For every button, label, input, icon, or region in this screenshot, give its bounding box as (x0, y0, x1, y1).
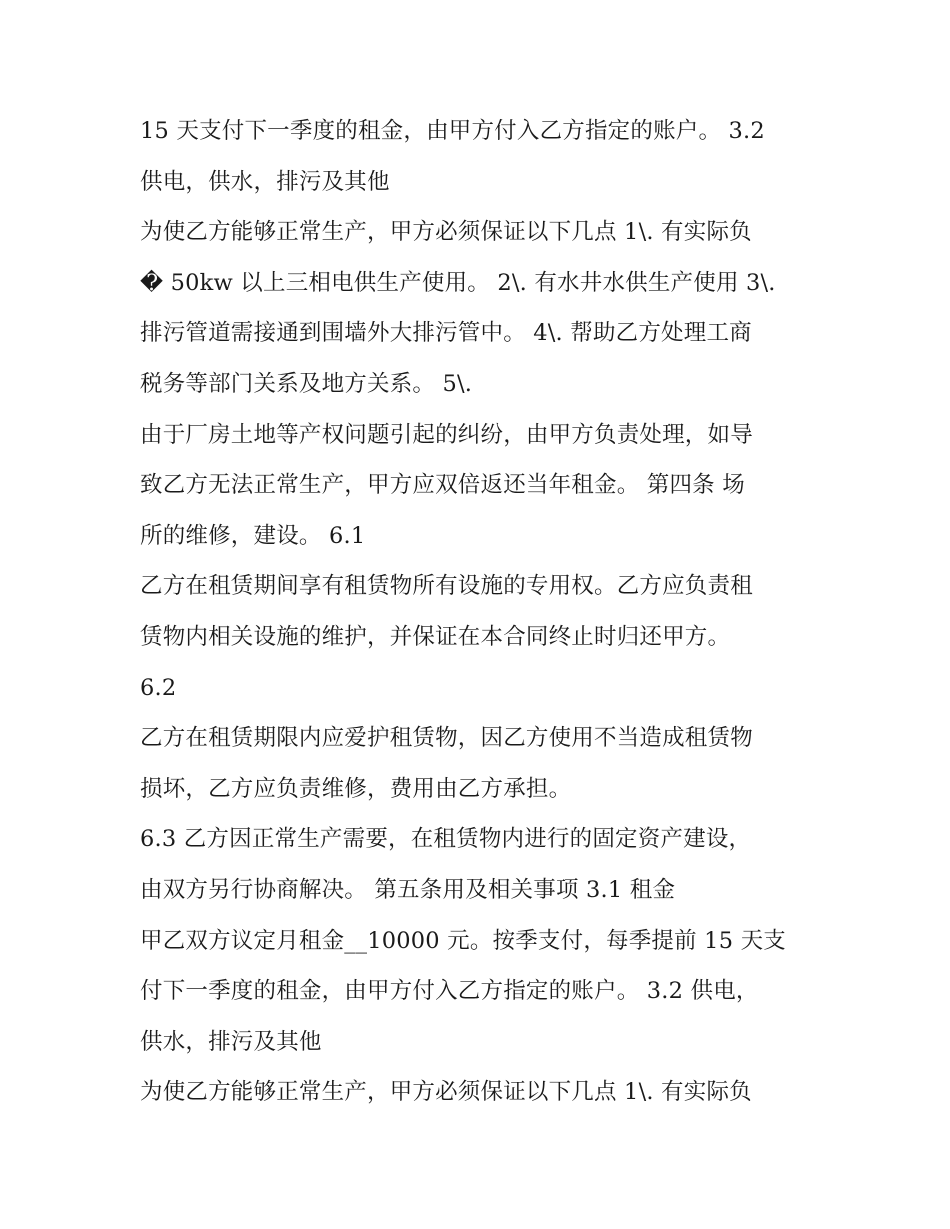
text-line: 6.3 乙方因正常生产需要，在租赁物内进行的固定资产建设， (140, 826, 752, 853)
text-line: 乙方在租赁期限内应爱护租赁物，因乙方使用不当造成租赁物 (140, 725, 753, 752)
text-line: 所的维修，建设。 6.1 (140, 522, 366, 549)
text-line: � 50kw 以上三相电供生产使用。 2\. 有水井水供生产使用 3\. (140, 269, 776, 296)
text-line: 6.2 (140, 674, 177, 701)
text-line: 致乙方无法正常生产，甲方应双倍返还当年租金。 第四条 场 (140, 472, 745, 499)
text-line: 为使乙方能够正常生产，甲方必须保证以下几点 1\. 有实际负 (140, 1079, 752, 1106)
text-line: 赁物内相关设施的维护，并保证在本合同终止时归还甲方。 (140, 623, 731, 650)
text-line: 税务等部门关系及地方关系。 5\. (140, 370, 473, 397)
text-line: 排污管道需接通到围墙外大排污管中。 4\. 帮助乙方处理工商 (140, 320, 752, 347)
text-line: 15 天支付下一季度的租金，由甲方付入乙方指定的账户。 3.2 (140, 118, 765, 144)
text-line: 为使乙方能够正常生产，甲方必须保证以下几点 1\. 有实际负 (140, 219, 752, 246)
text-line: 乙方在租赁期间享有租赁物所有设施的专用权。乙方应负责租 (140, 573, 753, 600)
text-line: 损坏，乙方应负责维修，费用由乙方承担。 (140, 775, 572, 802)
text-line: 供电，供水，排污及其他 (140, 168, 390, 195)
text-line: 由于厂房土地等产权问题引起的纠纷，由甲方负责处理，如导 (140, 421, 753, 448)
text-line: 供水，排污及其他 (140, 1028, 322, 1055)
text-line: 付下一季度的租金，由甲方付入乙方指定的账户。 3.2 供电， (140, 978, 759, 1005)
text-line: 由双方另行协商解决。 第五条用及相关事项 3.1 租金 (140, 876, 676, 903)
text-line: 甲乙双方议定月租金__10000 元。按季支付，每季提前 15 天支 (140, 927, 786, 954)
document-body (140, 112, 830, 1124)
